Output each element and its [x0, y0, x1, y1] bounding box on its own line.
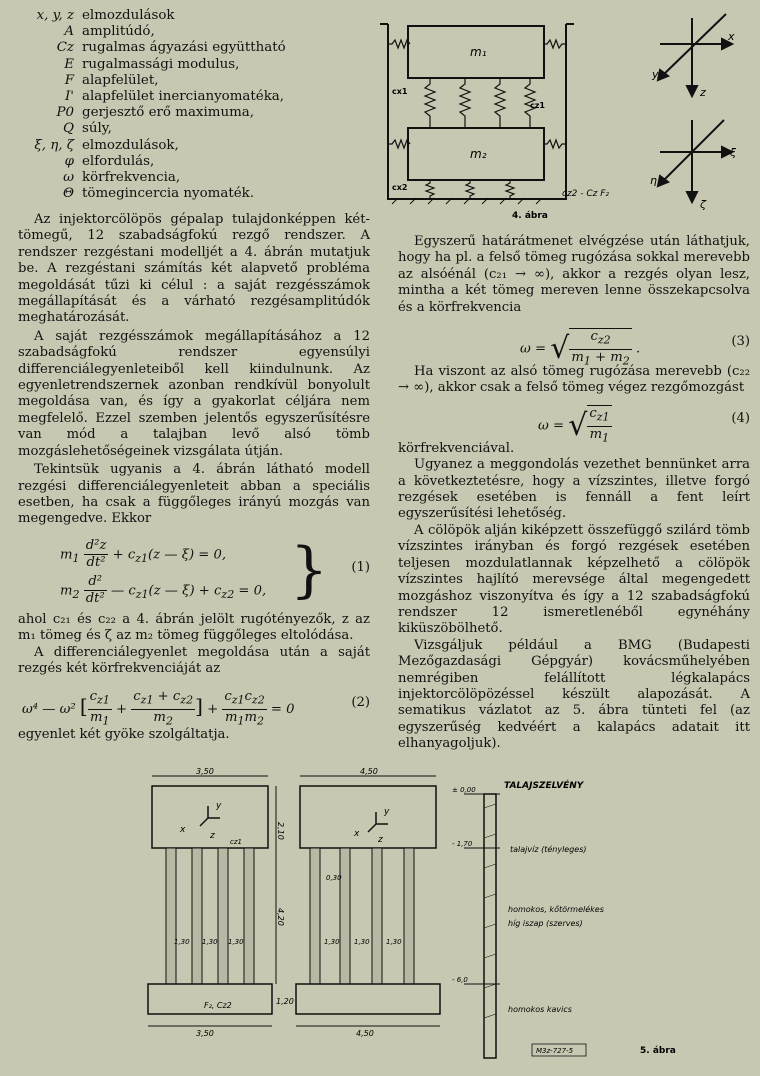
- figure-5: [140, 768, 760, 1068]
- right-paragraph-6: Vizsgáljuk például a BMG (Budapesti Mezőgazdasági Gépgyár) kovácsműhelyében nemrégiben felállított légkalapács injektorcölöpözéssel készült alapozását. A sematikus vázlatot az 5. ábra tünteti fel (az egyszerűség kedvéért a kalapács adatait itt elhanyagoljuk).: [398, 637, 750, 752]
- symbol-description: alapfelület,: [82, 72, 159, 88]
- symbol-row: [30, 8, 330, 24]
- mass-2-label: m₂: [470, 147, 487, 161]
- right-column: [398, 234, 750, 753]
- svg-text:1,30: 1,30: [354, 938, 370, 946]
- symbol-description: elfordulás,: [82, 153, 155, 169]
- stamp: M3z-727-5: [536, 1047, 574, 1055]
- equation-4: ω = √ $\frac{c_{z1}}{m_1}$ (4): [398, 399, 750, 441]
- equation-1: $m_1$ $\frac{\text{d²z}}{\text{dt²}}$ + $c_{z1}(z$ — ξ) = 0, $m_2$ $\frac{\text{d²}}{\text{dt²}}$ — $c_{z1}(z$ — $\xi) + c_{z2} = 0$, } (1): [60, 534, 370, 607]
- symbol: Θ: [63, 186, 74, 202]
- svg-text:1,30: 1,30: [386, 938, 402, 946]
- axes-xi-eta-zeta-icon: [658, 120, 732, 202]
- symbol-description: körfrekvencia,: [82, 170, 181, 186]
- symbol-description: tömegincercia nyomaték.: [82, 186, 254, 202]
- symbol-row: [30, 154, 330, 170]
- symbol: F: [64, 72, 74, 88]
- symbol-description: amplitúdó,: [82, 24, 155, 40]
- symbol-description: rugalmassági modulus,: [82, 56, 240, 72]
- level-1: - 1,70: [452, 840, 473, 848]
- svg-text:1,30: 1,30: [202, 938, 218, 946]
- dim-w2-top: 4,50: [360, 768, 378, 776]
- axis-z-label: z: [700, 86, 706, 99]
- symbol: E: [64, 56, 74, 72]
- right-paragraph-5: A cölöpök alján kiképzett összefüggő szilárd tömb vízszintes irányban és forgó rezgések esetében teljesen mozdulatlannak képzelhető a cölöpök vízszintes hajlító merevsége által megengedett mozgáshoz viszonyítva és így a 12 szabadságfokú rendszer 12 ismeretlenéből egynéhány kiküszöbölhető.: [398, 522, 750, 637]
- cx1-label: cx1: [392, 87, 408, 96]
- dim-h-bot: 1,20: [276, 997, 294, 1006]
- dim-gap: 0,30: [326, 874, 342, 882]
- figure-4-caption: 4. ábra: [512, 211, 548, 221]
- axis-zeta-label: ζ: [700, 198, 706, 211]
- symbol: Cz: [56, 40, 74, 56]
- left-paragraph-3: Tekintsük ugyanis a 4. ábrán látható modell rezgési differenciálegyenleteit abban a speciális esetben, ha csak a függőleges irányú mozgás van megengedve. Ekkor: [18, 462, 370, 527]
- fig5-f2-label: F₂, Cz2: [204, 1001, 232, 1010]
- spring-note: cz2 - Cz F₂: [562, 189, 610, 199]
- equation-1-number: (1): [351, 559, 370, 575]
- right-top-block: [300, 786, 436, 848]
- equation-2-number: (2): [351, 695, 370, 711]
- mass-1-label: m₁: [470, 45, 487, 59]
- symbol: I': [65, 89, 74, 105]
- symbol-description: súly,: [82, 121, 112, 137]
- axis-x-label: x: [728, 30, 735, 43]
- equation-4-number: (4): [731, 410, 750, 426]
- svg-text:z: z: [378, 835, 383, 845]
- svg-text:x: x: [180, 825, 186, 835]
- symbol: Q: [63, 121, 74, 137]
- symbol-row: [30, 170, 330, 186]
- svg-text:1,30: 1,30: [228, 938, 244, 946]
- symbol-row: [30, 105, 330, 121]
- symbol-row: [30, 40, 330, 56]
- cx2-label: cx2: [392, 183, 408, 192]
- axes-xyz-icon: [658, 14, 732, 96]
- axis-xi-label: ξ: [730, 146, 737, 159]
- right-paragraph-1: Egyszerű határátmenet elvégzése után láthatjuk, hogy ha pl. a felső tömeg rugózása sokkal merevebb az alsóénál (c₂₁ → ∞), akkor a rezgés olyan lesz, mintha a két tömeg mereven lenne összekapcsolva és a körfrekvencia: [398, 234, 750, 315]
- symbol-description: alapfelület inercianyomatéka,: [82, 89, 285, 105]
- fig5-cz1-label: cz1: [230, 838, 242, 846]
- symbol: ξ, η, ζ: [34, 137, 74, 153]
- symbol-row: [30, 138, 330, 154]
- cz1-label: cz1: [530, 101, 545, 110]
- symbol-description: elmozdulások: [82, 8, 175, 23]
- pile-dim-1: 1,30: [174, 938, 190, 946]
- svg-text:x: x: [354, 829, 360, 839]
- level-2: - 6,0: [452, 976, 468, 984]
- right-paragraph-3: körfrekvenciával.: [398, 440, 515, 456]
- symbol-row: [30, 24, 330, 40]
- left-column: [18, 212, 370, 744]
- symbol-row: [30, 73, 330, 89]
- axis-eta-label: η: [650, 174, 657, 187]
- symbol: x, y, z: [36, 8, 74, 23]
- left-paragraph-4: ahol c₂₁ és c₂₂ a 4. ábrán jelölt rugótényezők, z az m₁ tömeg és ζ az m₂ tömeg függőleges eltolódása.: [18, 611, 370, 644]
- symbol: ω: [63, 170, 74, 186]
- right-bottom-block: [296, 984, 440, 1014]
- symbol-row: [30, 186, 330, 202]
- symbol: P0: [56, 105, 74, 121]
- figure-5-caption: 5. ábra: [640, 1046, 676, 1056]
- svg-text:y: y: [216, 801, 222, 811]
- symbol-description: elmozdulások,: [82, 137, 179, 153]
- right-paragraph-4: Ugyanez a meggondolás vezethet bennünket arra a következtetésre, hogy a vízszintes, illetve forgó rezgések esetében is fennáll a fent leírt egyszerűsítési lehetőség.: [398, 457, 750, 522]
- dim-h-top: 2,10: [276, 822, 285, 840]
- equation-2: ω⁴ — ω² [ $\frac{c_{z1}}{m_1}$ + $\frac{c_{z1} + c_{z2}}{m_2}$ ] + $\frac{c_{z1}c_{z2}}{m_1m_2}$ = 0 (2): [22, 689, 370, 729]
- symbol-row: [30, 89, 330, 105]
- symbol-row: [30, 57, 330, 73]
- dim-w1-top: 3,50: [196, 768, 214, 776]
- level-0: ± 0,00: [452, 786, 476, 794]
- profile-title: TALAJSZELVÉNY: [504, 781, 584, 791]
- symbol: φ: [64, 153, 74, 169]
- symbol-list: [30, 8, 330, 202]
- soil-layer-1b: híg iszap (szerves): [508, 919, 583, 928]
- symbol-description: rugalmas ágyazási együttható: [82, 40, 286, 56]
- symbol-row: [30, 121, 330, 137]
- soil-layer-2: homokos kavics: [508, 1005, 572, 1014]
- symbol-description: gerjesztő erő maximuma,: [82, 105, 255, 121]
- svg-text:1,30: 1,30: [324, 938, 340, 946]
- equation-3: ω = √ $\frac{c_{z2}}{m_1 + m_2}$ . (3): [398, 320, 750, 364]
- symbol: A: [64, 24, 74, 40]
- soil-layer-1a: homokos, kőtörmelékes: [508, 905, 604, 914]
- svg-text:y: y: [384, 807, 390, 817]
- dim-bottom-2: 4,50: [356, 1029, 374, 1038]
- left-paragraph-6: egyenlet két gyöke szolgáltatja.: [18, 727, 230, 743]
- right-paragraph-2: Ha viszont az alsó tömeg rugózása merevebb (c₂₂ → ∞), akkor csak a felső tömeg végez rezgőmozgást: [398, 364, 750, 396]
- left-paragraph-2: A saját rezgésszámok megállapításához a 12 szabadságfokú rendszer egyensúlyi differenciálegyenleteiből kell kiindulnunk. Az egyenletrendszernek azonban rendkívül bonyolult megoldása van, és így a gyakorlat céljára nem megfelelő. Ezzel szemben jelentős egyszerűsítésre van mód a talajban levő alsó tömb mozgáslehetőségeinek vizsgálata útján.: [18, 328, 370, 459]
- left-paragraph-5: A differenciálegyenlet megoldása után a saját rezgés két körfrekvenciáját az: [18, 644, 370, 676]
- axis-y-label: y: [652, 68, 659, 81]
- dim-h-mid: 4,20: [276, 908, 285, 926]
- left-paragraph-1: Az injektorcölöpös gépalap tulajdonképpen két-tömegű, 12 szabadságfokú rezgő rendszer. A rendszer rezgéstani modelljét a 4. ábrán mutatjuk be. A rezgéstani számítás két alapvető probléma megoldását tűzi ki célul : a saját rezgésszámok megállapítását és a várható rezgésamplitúdók meghatározását.: [18, 212, 370, 326]
- dim-bottom-1: 3,50: [196, 1029, 214, 1038]
- svg-text:z: z: [210, 831, 215, 841]
- equation-3-number: (3): [731, 334, 750, 350]
- soil-groundwater: talajvíz (tényleges): [510, 845, 587, 854]
- figure-4: [370, 4, 760, 226]
